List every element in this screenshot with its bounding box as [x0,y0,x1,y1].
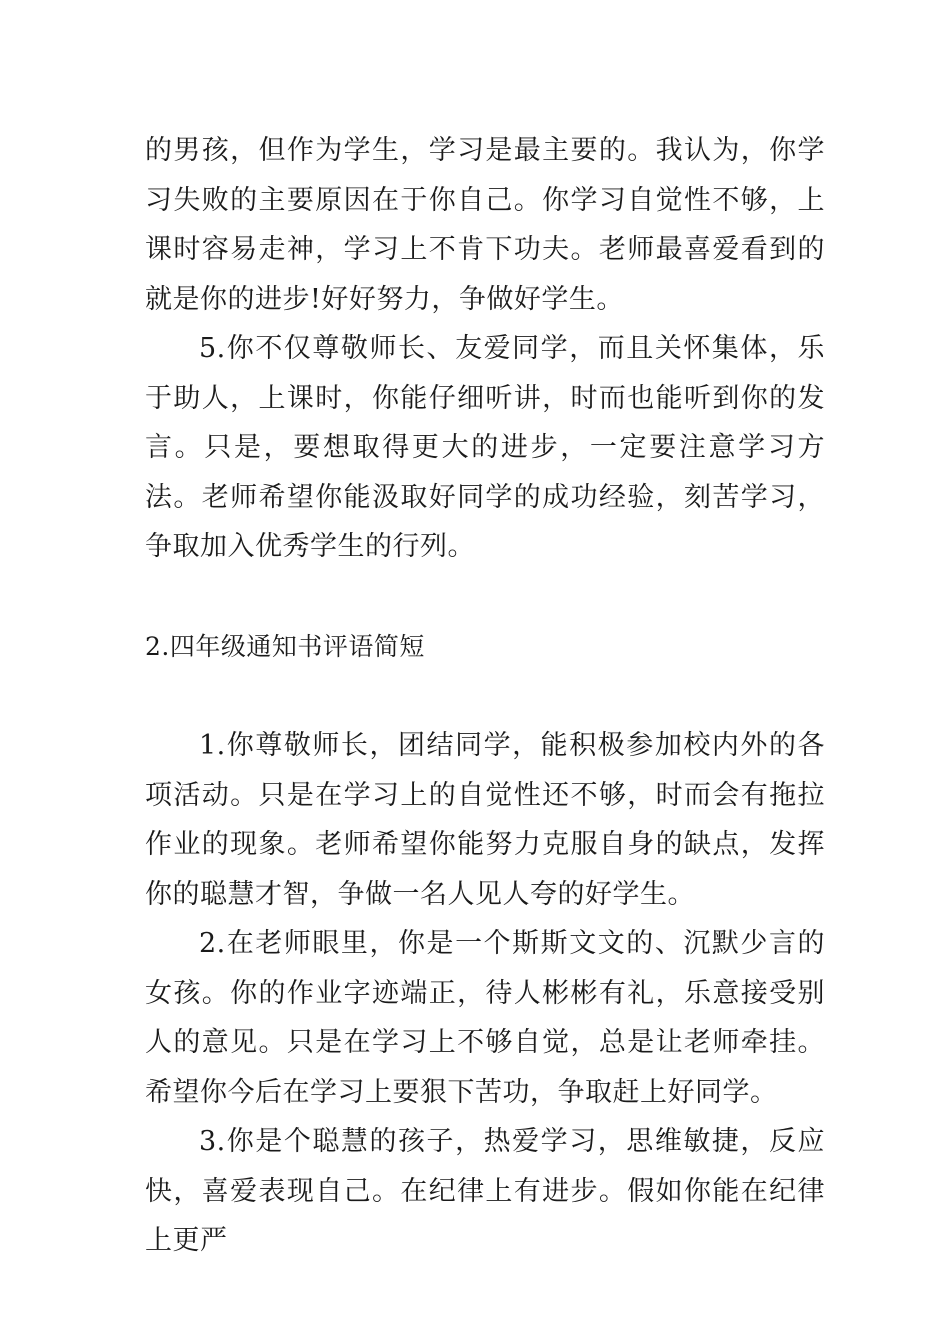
paragraph-item-2: 2.在老师眼里，你是一个斯斯文文的、沉默少言的女孩。你的作业字迹端正，待人彬彬有礼，乐意接受别人的意见。只是在学习上不够自觉，总是让老师牵挂。希望你今后在学习上要狠下苦功，争取赶上好同学。 [145,928,825,1108]
document-body [145,126,825,1266]
section-heading: 2.四年级通知书评语简短 [145,631,425,661]
paragraph-continuation: 的男孩，但作为学生，学习是最主要的。我认为，你学习失败的主要原因在于你自己。你学习自觉性不够，上课时容易走神，学习上不肯下功夫。老师最喜爱看到的就是你的进步!好好努力，争做好学生。 [145,135,825,315]
section-spacer [145,572,825,622]
paragraph-item-3: 3.你是个聪慧的孩子，热爱学习，思维敏捷，反应快，喜爱表现自己。在纪律上有进步。假如你能在纪律上更严 [145,1126,825,1256]
section-spacer [145,671,825,721]
paragraph-item-5: 5.你不仅尊敬师长、友爱同学，而且关怀集体，乐于助人，上课时，你能仔细听讲，时而也能听到你的发言。只是，要想取得更大的进步，一定要注意学习方法。老师希望你能汲取好同学的成功经验，刻苦学习，争取加入优秀学生的行列。 [145,333,825,562]
paragraph-item-1: 1.你尊敬师长，团结同学，能积极参加校内外的各项活动。只是在学习上的自觉性还不够，时而会有拖拉作业的现象。老师希望你能努力克服自身的缺点，发挥你的聪慧才智，争做一名人见人夸的好学生。 [145,730,825,910]
